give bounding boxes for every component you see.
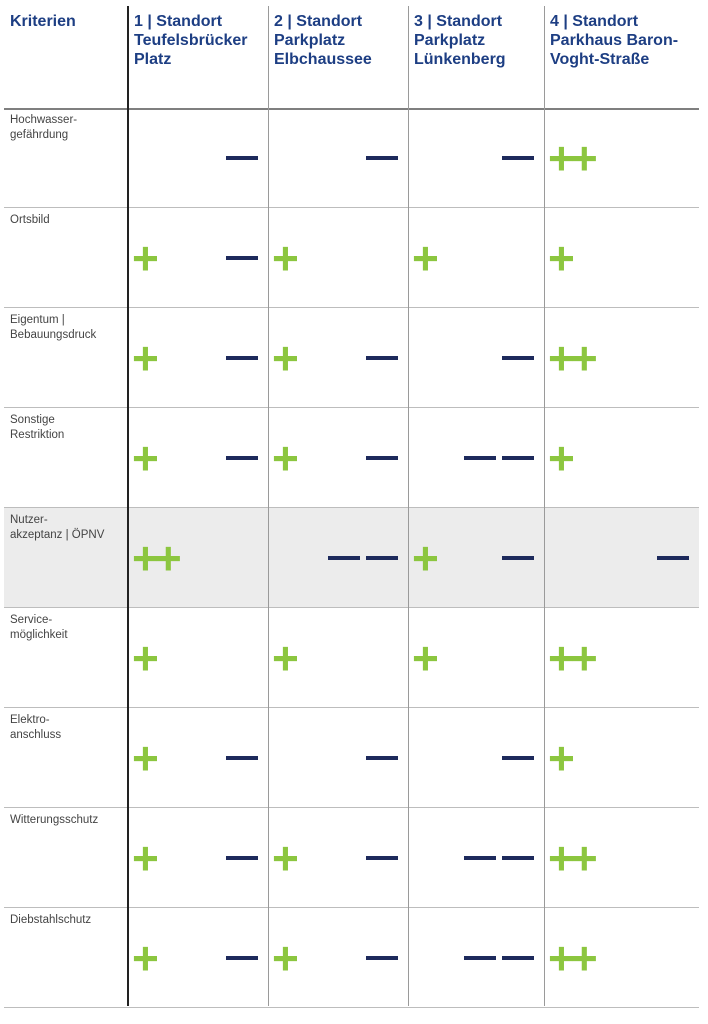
plus-rating: + <box>132 932 155 984</box>
criterion-label: Eigentum | Bebauungsdruck <box>10 314 97 341</box>
plus-rating: + <box>272 232 295 284</box>
plus-rating: ++ <box>548 132 594 184</box>
plus-rating: ++ <box>548 932 594 984</box>
rating-cell <box>545 608 699 708</box>
minus-icon <box>366 356 398 360</box>
rating-cell <box>269 308 408 408</box>
minus-rating <box>502 538 534 578</box>
minus-rating <box>226 338 258 378</box>
minus-rating <box>366 338 398 378</box>
rating-cell <box>129 108 268 208</box>
rating-cell <box>129 308 268 408</box>
minus-icon <box>502 856 534 860</box>
rating-cell <box>409 808 544 908</box>
plus-rating: + <box>132 832 155 884</box>
minus-rating <box>366 838 398 878</box>
minus-icon <box>226 956 258 960</box>
header-site-2: 2 | Standort Parkplatz Elbchaussee <box>274 13 372 68</box>
rating-cell <box>409 708 544 808</box>
plus-rating: + <box>132 732 155 784</box>
minus-icon <box>464 456 496 460</box>
minus-rating <box>366 938 398 978</box>
minus-icon <box>226 856 258 860</box>
minus-rating <box>502 138 534 178</box>
rating-cell <box>129 508 268 608</box>
plus-rating: ++ <box>548 832 594 884</box>
minus-rating <box>657 538 689 578</box>
criterion-label: Hochwasser- gefährdung <box>10 114 78 141</box>
minus-icon <box>226 456 258 460</box>
header-site-3: 3 | Standort Parkplatz Lünkenberg <box>414 13 506 68</box>
rating-cell <box>269 908 408 1008</box>
criterion-label: Nutzer- akzeptanz | ÖPNV <box>10 514 105 541</box>
table-row <box>4 508 699 608</box>
plus-rating: + <box>132 232 155 284</box>
plus-rating: + <box>412 232 435 284</box>
rating-cell <box>269 608 408 708</box>
minus-icon <box>502 156 534 160</box>
minus-rating <box>366 138 398 178</box>
header-criteria: Kriterien <box>10 13 76 30</box>
table-row <box>4 908 699 1008</box>
minus-rating <box>366 438 398 478</box>
minus-icon <box>328 556 360 560</box>
criterion-label: Diebstahlschutz <box>10 914 92 926</box>
rating-cell <box>129 608 268 708</box>
plus-rating: ++ <box>548 632 594 684</box>
rating-cell <box>129 208 268 308</box>
minus-icon <box>502 456 534 460</box>
rating-cell <box>545 908 699 1008</box>
plus-rating: + <box>272 432 295 484</box>
rating-cell <box>409 508 544 608</box>
plus-rating: ++ <box>548 332 594 384</box>
table-row <box>4 408 699 508</box>
minus-icon <box>502 956 534 960</box>
plus-rating: + <box>548 232 571 284</box>
minus-icon <box>366 956 398 960</box>
header-site-4: 4 | Standort Parkhaus Baron- Voght-Straße <box>550 13 679 68</box>
column-divider <box>408 6 409 1006</box>
header-site-1: 1 | Standort Teufelsbrücker Platz <box>134 13 248 68</box>
minus-icon <box>502 356 534 360</box>
minus-icon <box>366 156 398 160</box>
rating-cell <box>129 808 268 908</box>
plus-rating: + <box>548 732 571 784</box>
column-divider <box>544 6 545 1006</box>
minus-icon <box>366 756 398 760</box>
table-row <box>4 808 699 908</box>
column-divider <box>127 6 129 1006</box>
rating-cell <box>545 208 699 308</box>
rating-cell <box>269 208 408 308</box>
minus-rating <box>464 938 534 978</box>
criterion-label: Witterungsschutz <box>10 814 99 826</box>
plus-rating: + <box>548 432 571 484</box>
column-divider <box>268 6 269 1006</box>
rating-cell <box>409 208 544 308</box>
minus-icon <box>502 756 534 760</box>
criterion-label: Elektro- anschluss <box>10 714 62 741</box>
rating-cell <box>409 408 544 508</box>
rating-cell <box>409 308 544 408</box>
minus-rating <box>502 738 534 778</box>
plus-rating: ++ <box>132 532 178 584</box>
minus-icon <box>226 756 258 760</box>
rating-cell <box>409 908 544 1008</box>
table-header <box>4 6 699 110</box>
rating-cell <box>545 308 699 408</box>
plus-rating: + <box>272 832 295 884</box>
minus-icon <box>464 956 496 960</box>
table-row <box>4 108 699 208</box>
rating-cell <box>545 708 699 808</box>
minus-rating <box>226 938 258 978</box>
minus-icon <box>366 456 398 460</box>
minus-rating <box>464 838 534 878</box>
minus-rating <box>226 238 258 278</box>
plus-rating: + <box>272 632 295 684</box>
rating-cell <box>269 108 408 208</box>
minus-rating <box>366 738 398 778</box>
rating-cell <box>269 708 408 808</box>
criteria-table <box>4 6 699 1006</box>
minus-rating <box>226 138 258 178</box>
minus-rating <box>226 438 258 478</box>
rating-cell <box>545 508 699 608</box>
plus-rating: + <box>132 432 155 484</box>
table-row <box>4 208 699 308</box>
rating-cell <box>129 408 268 508</box>
rating-cell <box>409 108 544 208</box>
minus-icon <box>226 356 258 360</box>
minus-icon <box>226 256 258 260</box>
minus-rating <box>328 538 398 578</box>
plus-rating: + <box>272 932 295 984</box>
rating-cell <box>409 608 544 708</box>
table-row <box>4 708 699 808</box>
minus-icon <box>502 556 534 560</box>
minus-rating <box>502 338 534 378</box>
rating-cell <box>545 808 699 908</box>
minus-rating <box>464 438 534 478</box>
rating-cell <box>545 408 699 508</box>
plus-rating: + <box>412 632 435 684</box>
plus-rating: + <box>412 532 435 584</box>
rating-cell <box>129 708 268 808</box>
table-row <box>4 608 699 708</box>
minus-rating <box>226 738 258 778</box>
minus-icon <box>366 556 398 560</box>
plus-rating: + <box>132 332 155 384</box>
minus-icon <box>464 856 496 860</box>
rating-cell <box>545 108 699 208</box>
plus-rating: + <box>272 332 295 384</box>
criterion-label: Service- möglichkeit <box>10 614 68 641</box>
criterion-label: Sonstige Restriktion <box>10 414 65 441</box>
minus-rating <box>226 838 258 878</box>
rating-cell <box>269 808 408 908</box>
plus-rating: + <box>132 632 155 684</box>
rating-cell <box>269 408 408 508</box>
minus-icon <box>366 856 398 860</box>
criterion-label: Ortsbild <box>10 214 50 226</box>
minus-icon <box>226 156 258 160</box>
minus-icon <box>657 556 689 560</box>
table-row <box>4 308 699 408</box>
rating-cell <box>269 508 408 608</box>
rating-cell <box>129 908 268 1008</box>
